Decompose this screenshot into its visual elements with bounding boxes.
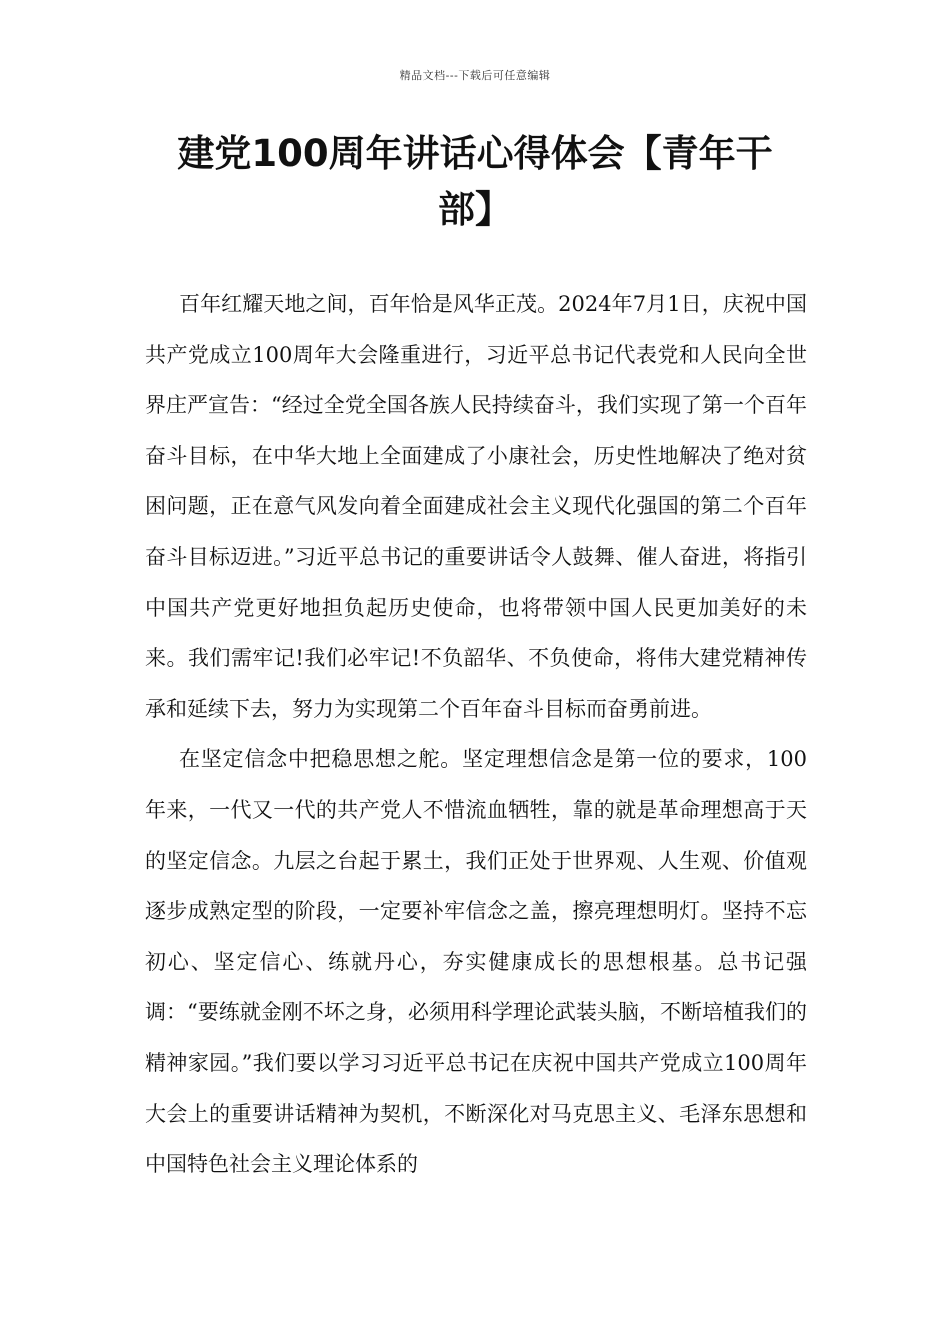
paragraph-2: 在坚定信念中把稳思想之舵。坚定理想信念是第一位的要求，100年来，一代又一代的共产党人不惜流血牺牲，靠的就是革命理想高于天的坚定信念。九层之台起于累土，我们正处于世界观、人生观、价值观逐步成熟定型的阶段，一定要补牢信念之盖，擦亮理想明灯。坚持不忘初心、坚定信心、练就丹心，夯实健康成长的思想根基。总书记强调：“要练就金刚不坏之身，必须用科学理论武装头脑，不断培植我们的精神家园。”我们要以学习习近平总书记在庆祝中国共产党成立100周年大会上的重要讲话精神为契机，不断深化对马克思主义、毛泽东思想和中国特色社会主义理论体系的	[145, 747, 807, 1177]
document-title: 建党100周年讲话心得体会【青年干部】	[177, 132, 773, 231]
document-body	[145, 279, 807, 1190]
paragraph-1: 百年红耀天地之间，百年恰是风华正茂。2024年7月1日，庆祝中国共产党成立100周年大会隆重进行，习近平总书记代表党和人民向全世界庄严宣告：“经过全党全国各族人民持续奋斗，我们实现了第一个百年奋斗目标，在中华大地上全面建成了小康社会，历史性地解决了绝对贫困问题，正在意气风发向着全面建成社会主义现代化强国的第二个百年奋斗目标迈进。”习近平总书记的重要讲话令人鼓舞、催人奋进，将指引中国共产党更好地担负起历史使命，也将带领中国人民更加美好的未来。我们需牢记!我们必牢记!不负韶华、不负使命，将伟大建党精神传承和延续下去，努力为实现第二个百年奋斗目标而奋勇前进。	[145, 292, 807, 721]
header-note: 精品文档---下载后可任意编辑	[399, 69, 551, 82]
